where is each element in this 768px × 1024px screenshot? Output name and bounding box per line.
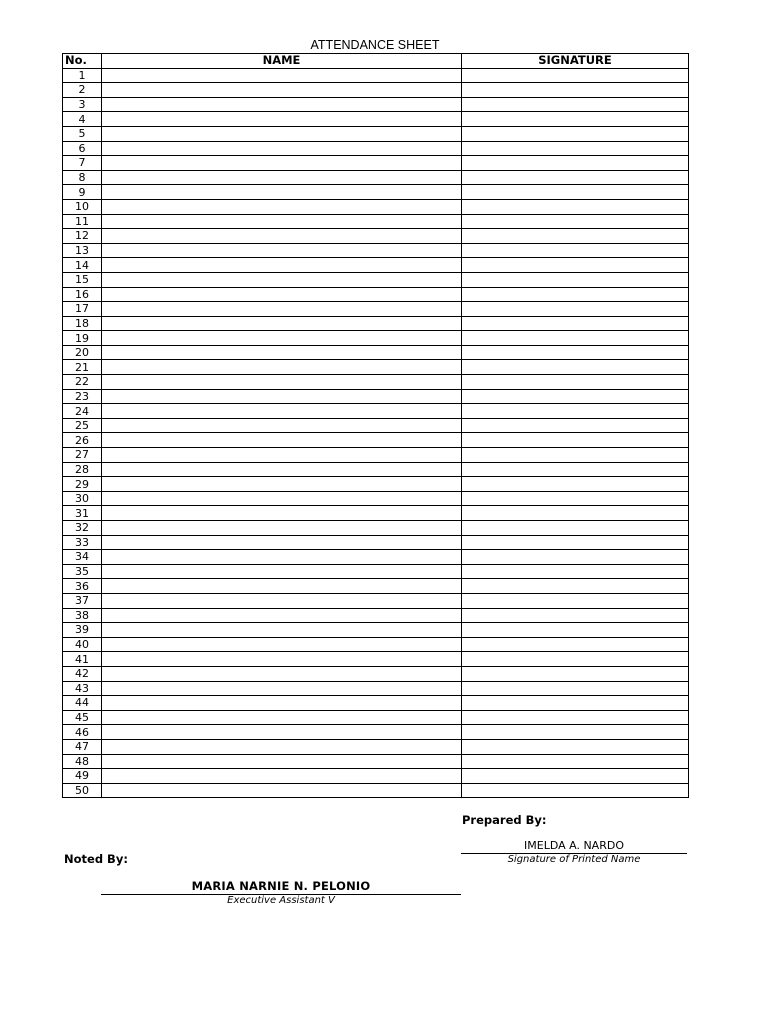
table-row [63,681,689,696]
signature-cell[interactable] [462,535,689,550]
row-number: 50 [63,783,102,798]
table-row [63,477,689,492]
name-cell[interactable] [102,608,462,623]
signature-cell[interactable] [462,243,689,258]
signature-cell[interactable] [462,229,689,244]
table-row [63,535,689,550]
row-number: 37 [63,593,102,608]
row-number: 23 [63,389,102,404]
row-number: 43 [63,681,102,696]
signature-cell[interactable] [462,287,689,302]
table-row [63,696,689,711]
signature-cell[interactable] [462,258,689,273]
row-number: 3 [63,97,102,112]
table-row [63,404,689,419]
name-cell[interactable] [102,491,462,506]
name-cell[interactable] [102,666,462,681]
row-number: 9 [63,185,102,200]
table-row [63,418,689,433]
table-row [63,214,689,229]
signature-cell[interactable] [462,725,689,740]
name-cell[interactable] [102,258,462,273]
row-number: 15 [63,272,102,287]
name-cell[interactable] [102,97,462,112]
signature-cell[interactable] [462,623,689,638]
table-row [63,710,689,725]
table-row [63,448,689,463]
row-number: 33 [63,535,102,550]
table-row [63,316,689,331]
row-number: 30 [63,491,102,506]
name-cell[interactable] [102,579,462,594]
signature-cell[interactable] [462,521,689,536]
noted-by-name: MARIA NARNIE N. PELONIO [191,879,371,893]
name-cell[interactable] [102,199,462,214]
name-cell[interactable] [102,418,462,433]
table-row [63,112,689,127]
signature-cell[interactable] [462,477,689,492]
signature-cell[interactable] [462,564,689,579]
table-row [63,754,689,769]
table-row [63,243,689,258]
signature-cell[interactable] [462,769,689,784]
table-row [63,156,689,171]
name-cell[interactable] [102,754,462,769]
table-row [63,287,689,302]
name-cell[interactable] [102,637,462,652]
name-cell[interactable] [102,652,462,667]
signature-cell[interactable] [462,666,689,681]
signature-cell[interactable] [462,214,689,229]
name-cell[interactable] [102,477,462,492]
row-number: 27 [63,448,102,463]
table-row [63,141,689,156]
name-cell[interactable] [102,302,462,317]
signature-cell[interactable] [462,652,689,667]
name-cell[interactable] [102,331,462,346]
name-cell[interactable] [102,243,462,258]
name-cell[interactable] [102,375,462,390]
signature-cell[interactable] [462,112,689,127]
name-cell[interactable] [102,769,462,784]
signature-cell[interactable] [462,637,689,652]
row-number: 28 [63,462,102,477]
table-row [63,521,689,536]
signature-cell[interactable] [462,126,689,141]
row-number: 8 [63,170,102,185]
row-number: 24 [63,404,102,419]
noted-by-block [101,880,461,907]
name-cell[interactable] [102,564,462,579]
signature-cell[interactable] [462,331,689,346]
signature-cell[interactable] [462,696,689,711]
table-row [63,389,689,404]
signature-cell[interactable] [462,608,689,623]
row-number: 34 [63,550,102,565]
signature-cell[interactable] [462,404,689,419]
name-cell[interactable] [102,83,462,98]
table-row [63,608,689,623]
row-number: 41 [63,652,102,667]
table-row [63,83,689,98]
row-number: 32 [63,521,102,536]
table-row [63,170,689,185]
row-number: 5 [63,126,102,141]
signature-cell[interactable] [462,68,689,83]
signature-cell[interactable] [462,156,689,171]
table-row [63,506,689,521]
row-number: 45 [63,710,102,725]
signature-cell[interactable] [462,199,689,214]
signature-cell[interactable] [462,418,689,433]
table-row [63,258,689,273]
table-row [63,783,689,798]
prepared-by-label: Prepared By: [462,813,547,827]
signature-cell[interactable] [462,345,689,360]
table-row [63,360,689,375]
header-name: NAME [102,54,462,69]
prepared-by-block [461,839,687,866]
table-row [63,68,689,83]
signature-cell[interactable] [462,550,689,565]
row-number: 44 [63,696,102,711]
signature-cell[interactable] [462,302,689,317]
name-cell[interactable] [102,462,462,477]
signature-cell[interactable] [462,783,689,798]
name-cell[interactable] [102,725,462,740]
table-row [63,229,689,244]
attendance-table [62,53,689,798]
table-row [63,637,689,652]
name-cell[interactable] [102,404,462,419]
row-number: 48 [63,754,102,769]
signature-cell[interactable] [462,83,689,98]
signature-cell[interactable] [462,739,689,754]
row-number: 38 [63,608,102,623]
name-cell[interactable] [102,681,462,696]
name-cell[interactable] [102,156,462,171]
name-cell[interactable] [102,521,462,536]
name-cell[interactable] [102,448,462,463]
table-row [63,652,689,667]
row-number: 31 [63,506,102,521]
row-number: 10 [63,199,102,214]
row-number: 21 [63,360,102,375]
name-cell[interactable] [102,783,462,798]
signature-cell[interactable] [462,754,689,769]
row-number: 26 [63,433,102,448]
name-cell[interactable] [102,316,462,331]
row-number: 35 [63,564,102,579]
name-cell[interactable] [102,68,462,83]
attendance-rows [63,68,689,798]
row-number: 47 [63,739,102,754]
row-number: 18 [63,316,102,331]
prepared-by-role: Signature of Printed Name [507,854,641,865]
name-cell[interactable] [102,550,462,565]
row-number: 11 [63,214,102,229]
name-cell[interactable] [102,623,462,638]
name-cell[interactable] [102,739,462,754]
row-number: 25 [63,418,102,433]
name-cell[interactable] [102,506,462,521]
name-cell[interactable] [102,593,462,608]
table-row [63,725,689,740]
signature-cell[interactable] [462,593,689,608]
name-cell[interactable] [102,710,462,725]
row-number: 6 [63,141,102,156]
table-row [63,199,689,214]
table-row [63,97,689,112]
row-number: 42 [63,666,102,681]
signature-cell[interactable] [462,681,689,696]
name-cell[interactable] [102,535,462,550]
table-row [63,375,689,390]
row-number: 29 [63,477,102,492]
table-row [63,126,689,141]
sheet-title: ATTENDANCE SHEET [310,38,440,52]
name-cell[interactable] [102,141,462,156]
name-cell[interactable] [102,389,462,404]
row-number: 40 [63,637,102,652]
table-row [63,769,689,784]
name-cell[interactable] [102,696,462,711]
row-number: 49 [63,769,102,784]
signature-cell[interactable] [462,185,689,200]
header-signature: SIGNATURE [462,54,689,69]
row-number: 22 [63,375,102,390]
header-row [63,54,689,69]
table-row [63,564,689,579]
signature-cell[interactable] [462,710,689,725]
table-row [63,345,689,360]
table-row [63,550,689,565]
signature-cell[interactable] [462,360,689,375]
row-number: 16 [63,287,102,302]
row-number: 14 [63,258,102,273]
row-number: 36 [63,579,102,594]
row-number: 12 [63,229,102,244]
table-row [63,462,689,477]
signature-cell[interactable] [462,375,689,390]
name-cell[interactable] [102,229,462,244]
row-number: 2 [63,83,102,98]
prepared-by-name: IMELDA A. NARDO [524,839,624,852]
signature-cell[interactable] [462,491,689,506]
name-cell[interactable] [102,345,462,360]
signature-cell[interactable] [462,579,689,594]
name-cell[interactable] [102,112,462,127]
row-number: 19 [63,331,102,346]
name-cell[interactable] [102,287,462,302]
signature-cell[interactable] [462,316,689,331]
name-cell[interactable] [102,185,462,200]
signature-cell[interactable] [462,141,689,156]
row-number: 46 [63,725,102,740]
signature-cell[interactable] [462,97,689,112]
table-row [63,593,689,608]
noted-by-label: Noted By: [64,852,128,866]
row-number: 39 [63,623,102,638]
table-row [63,185,689,200]
name-cell[interactable] [102,126,462,141]
signature-cell[interactable] [462,272,689,287]
row-number: 7 [63,156,102,171]
table-row [63,739,689,754]
signature-cell[interactable] [462,506,689,521]
name-cell[interactable] [102,272,462,287]
row-number: 17 [63,302,102,317]
table-row [63,433,689,448]
signature-cell[interactable] [462,170,689,185]
name-cell[interactable] [102,170,462,185]
noted-by-role: Executive Assistant V [227,895,335,906]
row-number: 4 [63,112,102,127]
signature-cell[interactable] [462,389,689,404]
name-cell[interactable] [102,360,462,375]
signature-cell[interactable] [462,433,689,448]
table-row [63,623,689,638]
table-row [63,272,689,287]
table-row [63,579,689,594]
row-number: 1 [63,68,102,83]
row-number: 20 [63,345,102,360]
row-number: 13 [63,243,102,258]
table-row [63,302,689,317]
table-row [63,331,689,346]
signature-cell[interactable] [462,448,689,463]
table-row [63,491,689,506]
name-cell[interactable] [102,214,462,229]
table-row [63,666,689,681]
header-no: No. [63,54,102,69]
signature-cell[interactable] [462,462,689,477]
name-cell[interactable] [102,433,462,448]
